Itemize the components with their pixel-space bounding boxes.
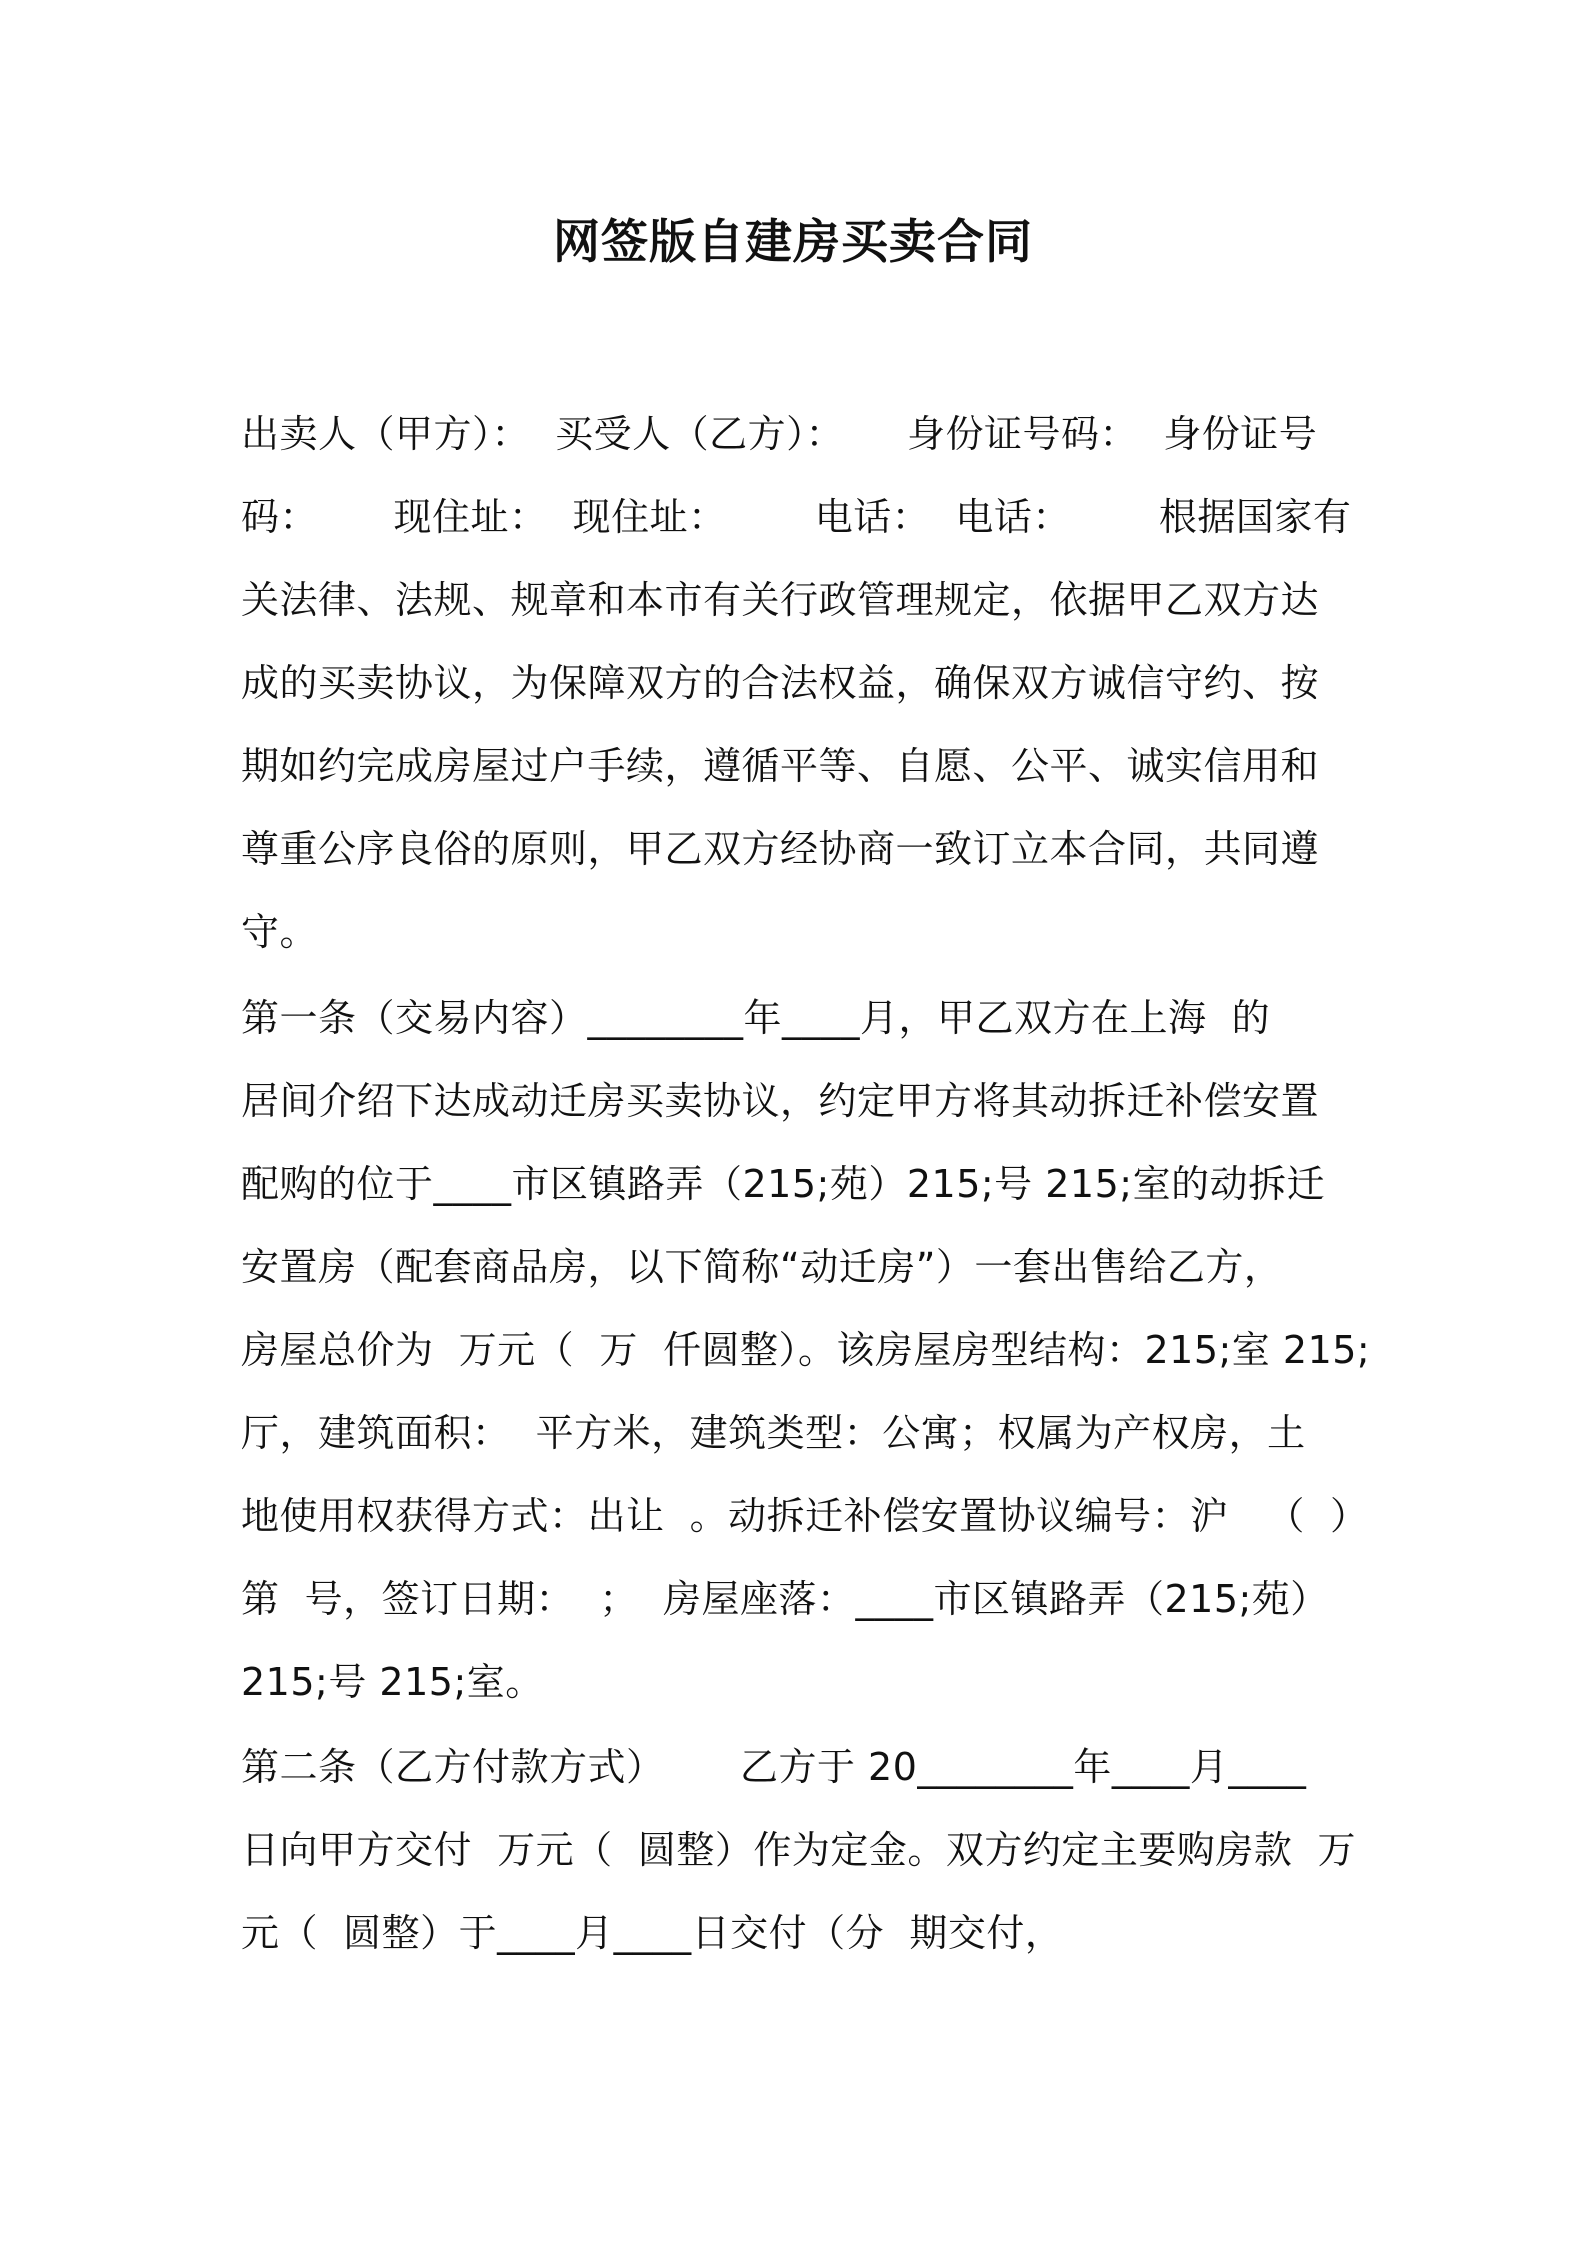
text-line-2: 码： 现住址： 现住址： 电话： 电话： 根据国家有 <box>241 495 1352 539</box>
text-line-3: 关法律、法规、规章和本市有关行政管理规定，依据甲乙双方达 <box>241 578 1320 622</box>
article-1-heading-line: 第一条（交易内容）________年____月，甲乙双方在上海 的 <box>241 996 1271 1040</box>
text-line-15: 第 号，签订日期： ； 房屋座落：____市区镇路弄（215;苑） <box>241 1577 1329 1621</box>
text-line-6: 尊重公序良俗的原则，甲乙双方经协商一致订立本合同，共同遵 <box>241 827 1320 871</box>
text-line-4: 成的买卖协议，为保障双方的合法权益，确保双方诚信守约、按 <box>241 661 1320 705</box>
text-line-19: 元（ 圆整）于____月____日交付（分 期交付， <box>241 1911 1064 1955</box>
text-line-13: 厅，建筑面积： 平方米，建筑类型：公寓；权属为产权房，土 <box>241 1411 1306 1455</box>
text-line-14: 地使用权获得方式：出让 。动拆迁补偿安置协议编号：沪 （ ） <box>241 1494 1369 1538</box>
article-2-heading-line: 第二条（乙方付款方式） 乙方于 20________年____月____ <box>241 1745 1307 1789</box>
text-line-18: 日向甲方交付 万元（ 圆整）作为定金。双方约定主要购房款 万 <box>241 1828 1356 1872</box>
text-line-7: 守。 <box>241 910 319 954</box>
document-title: 网签版自建房买卖合同 <box>553 215 1033 270</box>
text-line-1: 出卖人（甲方）： 买受人（乙方）： 身份证号码： 身份证号 <box>241 412 1318 456</box>
text-line-12: 房屋总价为 万元（ 万 仟圆整）。该房屋房型结构：215;室 215; <box>241 1328 1371 1372</box>
text-line-5: 期如约完成房屋过户手续，遵循平等、自愿、公平、诚实信用和 <box>241 744 1320 788</box>
text-line-10: 配购的位于____市区镇路弄（215;苑）215;号 215;室的动拆迁 <box>241 1162 1326 1206</box>
text-line-11: 安置房（配套商品房，以下简称“动迁房”）一套出售给乙方， <box>241 1245 1283 1289</box>
text-line-16: 215;号 215;室。 <box>241 1660 544 1704</box>
text-line-9: 居间介绍下达成动迁房买卖协议，约定甲方将其动拆迁补偿安置 <box>241 1079 1320 1123</box>
